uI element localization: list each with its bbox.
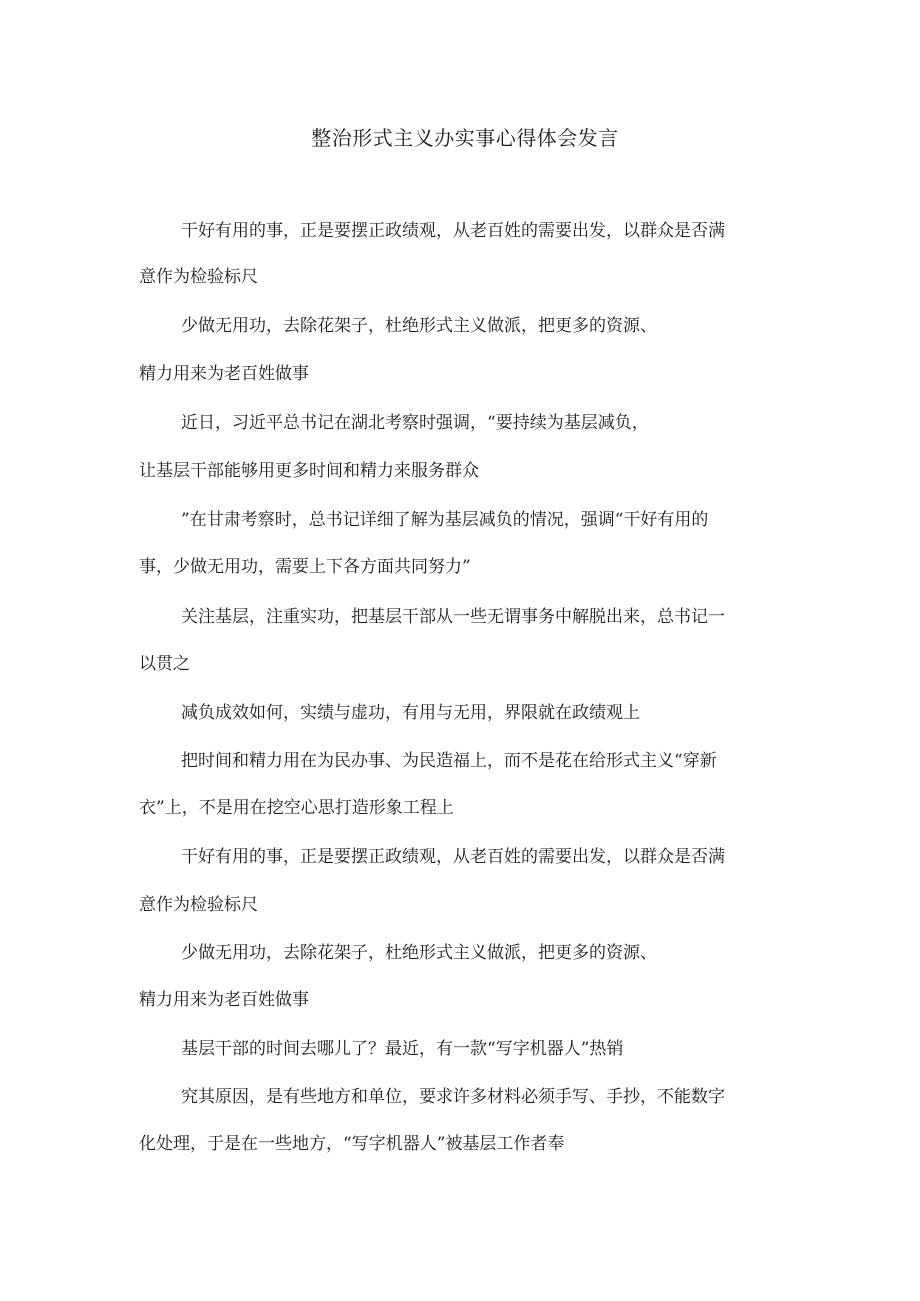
text-line: 精力用来为老百姓做事 — [139, 990, 309, 1010]
text-line: 衣”上，不是用在挖空心思打造形象工程上 — [139, 798, 454, 818]
text-line: 基层干部的时间去哪儿了？最近，有一款“写字机器人”热销 — [181, 1039, 624, 1059]
text-line: 事，少做无用功，需要上下各方面共同努力” — [139, 557, 471, 577]
text-line: 少做无用功，去除花架子，杜绝形式主义做派，把更多的资源、 — [181, 316, 657, 336]
text-line: 精力用来为老百姓做事 — [139, 364, 309, 384]
text-line: 干好有用的事，正是要摆正政绩观，从老百姓的需要出发，以群众是否满 — [181, 847, 725, 867]
text-line: 化处理，于是在一些地方，“写字机器人”被基层工作者奉 — [139, 1134, 565, 1154]
text-line: 以贯之 — [139, 654, 190, 674]
text-line: 意作为检验标尺 — [139, 267, 258, 287]
text-line: 减负成效如何，实绩与虚功，有用与无用，界限就在政绩观上 — [181, 703, 640, 723]
text-line: 干好有用的事，正是要摆正政绩观，从老百姓的需要出发，以群众是否满 — [181, 221, 725, 241]
text-line: 让基层干部能够用更多时间和精力来服务群众 — [139, 461, 479, 481]
text-line: 近日，习近平总书记在湖北考察时强调，“要持续为基层减负， — [181, 413, 649, 433]
text-line: ”在甘肃考察时，总书记详细了解为基层减负的情况，强调“干好有用的 — [181, 510, 709, 530]
text-line: 关注基层，注重实功，把基层干部从一些无谓事务中解脱出来，总书记一 — [181, 607, 725, 627]
text-line: 意作为检验标尺 — [139, 895, 258, 915]
text-line: 把时间和精力用在为民办事、为民造福上，而不是花在给形式主义“穿新 — [181, 751, 717, 771]
text-line: 究其原因，是有些地方和单位，要求许多材料必须手写、手抄，不能数字 — [181, 1087, 725, 1107]
document-title: 整治形式主义办实事心得体会发言 — [311, 126, 619, 150]
text-line: 少做无用功，去除花架子，杜绝形式主义做派，把更多的资源、 — [181, 943, 657, 963]
